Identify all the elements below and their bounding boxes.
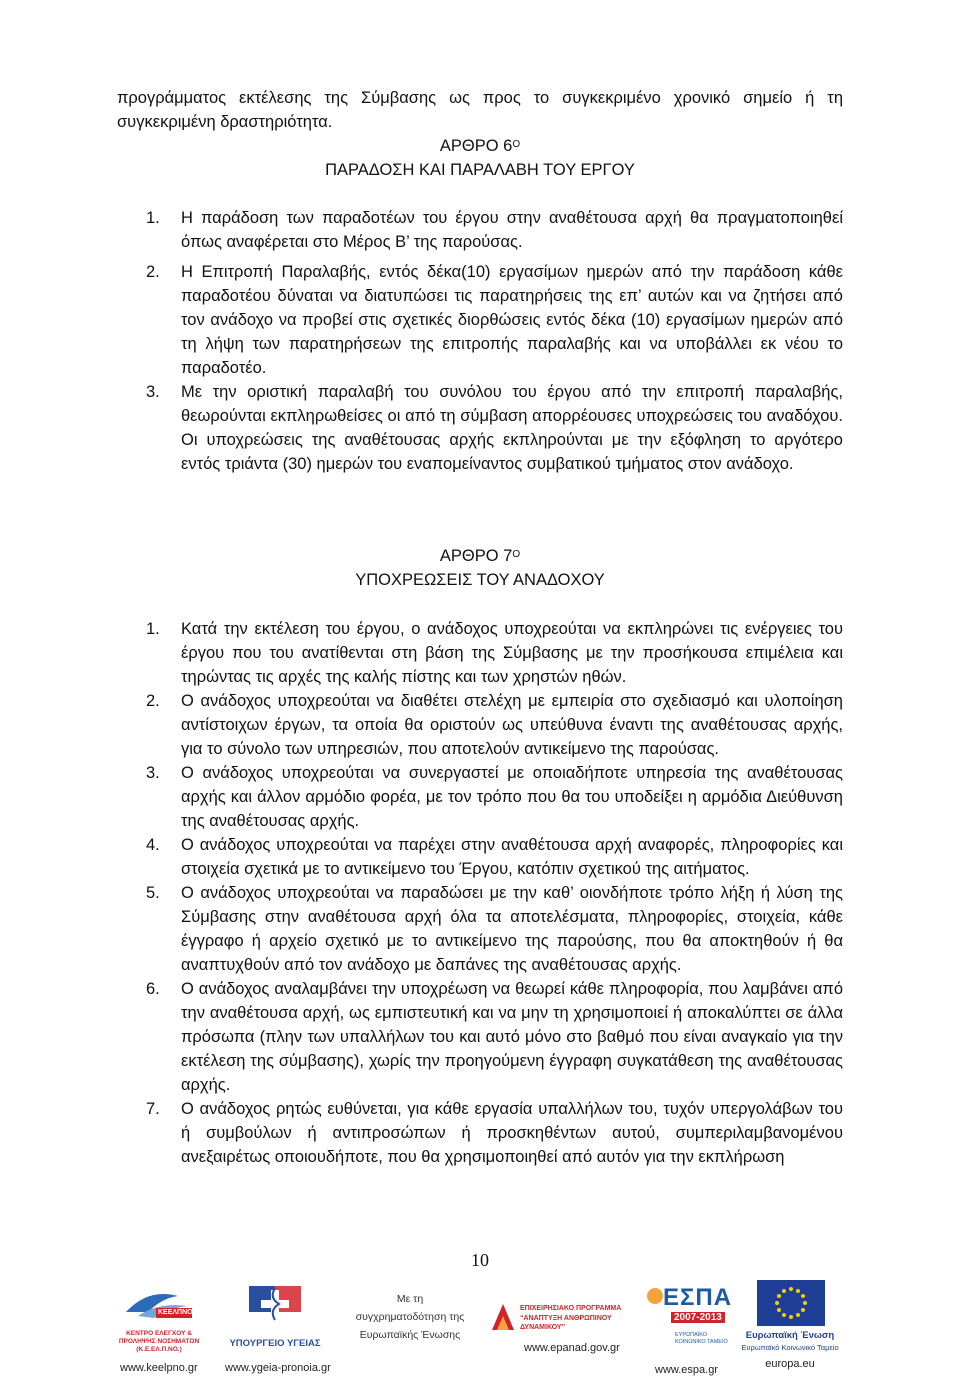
keelpno-url: www.keelpno.gr (120, 1362, 198, 1374)
list-text: Ο ανάδοχος ρητώς ευθύνεται, για κάθε εργασία υπαλλήλων του, τυχόν υπεργολάβων του ή συμβούλων ή αντιπροσώπων ή προσκηθέντων αυτού, συμπεριλαμβανομένου ανεξαιρέτως οποιουδήποτε, που θα χρησιμοποιηθεί από αυτόν για την εκπλήρωση (181, 1100, 843, 1166)
list-number: 3. (146, 764, 160, 782)
article-7-list (146, 617, 843, 1169)
keelpno-logo (118, 1278, 200, 1378)
espa-logo (645, 1282, 735, 1380)
keelpno-caption: ΚΕΝΤΡΟ ΕΛΕΓΧΟΥ & ΠΡΟΛΗΨΗΣ ΝΟΣΗΜΑΤΩΝ (Κ.Ε.ΕΛ.Π.ΝΟ.) (118, 1330, 200, 1353)
esf-caption: ΕΥΡΩΠΑΪΚΟ ΚΟΙΝΩΝΙΚΟ ΤΑΜΕΙΟ (675, 1332, 728, 1345)
article-7-title-text: ΑΡΘΡΟ 7 (439, 547, 513, 565)
list-number: 7. (146, 1100, 160, 1118)
op-emblem-icon (488, 1300, 518, 1334)
espa-name: ΕΣΠΑ (663, 1284, 733, 1311)
list-text: Με την οριστική παραλαβή του συνόλου του έργου από την επιτροπή παραλαβής, θεωρούνται εκπληρωθείσες οι από τη σύμβαση απορρέουσες υποχρεώσεις του αναδόχου. Οι υποχρεώσεις της αναθέτουσας αρχής εκπληρούνται με την εξόφληση το αργότερο εντός τριάντα (30) ημερών του εναπομείναντος συμβατικού τμήματος στον ανάδοχο. (181, 383, 843, 473)
eu-line-1: Ευρωπαϊκή Ένωση (745, 1330, 835, 1341)
list-number: 1. (146, 620, 160, 638)
list-number: 1. (146, 209, 160, 227)
list-item (146, 977, 843, 1097)
op-line-1: ΕΠΙΧΕΙΡΗΣΙΑΚΟ ΠΡΟΓΡΑΜΜΑ (520, 1305, 622, 1312)
eu-line-2: Ευρωπαϊκό Κοινωνικό Ταμείο (741, 1343, 839, 1352)
list-text: Η παράδοση των παραδοτέων του έργου στην αναθέτουσα αρχή θα πραγματοποιηθεί όπως αναφέρεται στο Μέρος Β’ της παρούσας. (181, 209, 843, 251)
ministry-url: www.ygeia-pronoia.gr (225, 1362, 331, 1374)
espa-star-icon (645, 1286, 665, 1306)
list-item (146, 881, 843, 977)
list-item (146, 617, 843, 689)
op-line-2: “ΑΝΑΠΤΥΞΗ ΑΝΘΡΩΠΙΝΟΥ ΔΥΝΑΜΙΚΟΥ” (520, 1315, 612, 1331)
list-text: Ο ανάδοχος υποχρεούται να παραδώσει με την καθ’ οιονδήποτε τρόπο λήξη ή λύση της Σύμβασης στην αναθέτουσα αρχή όλα τα αποτελέσματα, πληροφορίες, στοιχεία, κάθε έγγραφο ή αρχείο σχετικό με το αντικείμενο της παρούσης, που θα αποκτηθούν ή θα αναπτυχθούν από τον ανάδοχο με δαπάνες της αναθέτουσας αρχής. (181, 884, 843, 974)
list-text: Ο ανάδοχος υποχρεούται να παρέχει στην αναθέτουσα αρχή αναφορές, πληροφορίες και στοιχεία σχετικά με το αντικείμενο του Έργου, κατόπιν σχετικού της αιτήματος. (181, 836, 843, 878)
eu-flag-icon (757, 1280, 825, 1326)
keelpno-name: ΚΕΕΛΠΝΟ (158, 1309, 193, 1316)
list-item (146, 689, 843, 761)
list-item (146, 761, 843, 833)
list-text: Κατά την εκτέλεση του έργου, ο ανάδοχος υποχρεούται να εκπληρώνει τις ενέργειες του έργου που του ανατίθενται στη βάση της Σύμβασης με την προσήκουσα επιμέλεια και τηρώντας τις αρχές της καλής πίστης και των χρηστών ηθών. (181, 620, 843, 686)
cofund-line-2: συγχρηματοδότηση της (355, 1311, 465, 1323)
intro-paragraph: προγράμματος εκτέλεσης της Σύμβασης ως προς το συγκεκριμένο χρονικό σημείο ή τη συγκεκριμένη δραστηριότητα. (117, 89, 843, 131)
list-item (146, 206, 843, 254)
eu-url: europa.eu (765, 1358, 815, 1370)
article-6-subtitle: ΠΑΡΑΔΟΣΗ ΚΑΙ ΠΑΡΑΛΑΒΗ ΤΟΥ ΕΡΓΟΥ (325, 161, 635, 179)
list-number: 5. (146, 884, 160, 902)
list-number: 2. (146, 263, 160, 281)
article-7-title-sup: Ο (512, 549, 521, 560)
eu-logo (735, 1280, 845, 1380)
page-number: 10 (471, 1250, 489, 1270)
op-logo (488, 1298, 638, 1378)
list-number: 4. (146, 836, 160, 854)
list-text: Η Επιτροπή Παραλαβής, εντός δέκα(10) εργασίμων ημερών από την παράδοση κάθε παραδοτέου δύναται να διατυπώσει τις παρατηρήσεις της επ’ αυτών και να ζητήσει από τον ανάδοχο να προβεί στις σχετικές διορθώσεις εντός δέκα (10) εργασίμων ημερών από τη λήψη των παρατηρήσεων της επιτροπής παραλαβής και να υποβάλλει εκ νέου το παραδοτέο. (181, 263, 843, 377)
cofund-line-3: Ευρωπαϊκής Ένωσης (359, 1329, 461, 1341)
list-number: 6. (146, 980, 160, 998)
cofunding-text (345, 1290, 475, 1344)
list-item (146, 1097, 843, 1169)
footer-logos (0, 1278, 960, 1388)
keelpno-emblem-icon (118, 1278, 200, 1326)
article-6-title-text: ΑΡΘΡΟ 6 (439, 137, 513, 155)
espa-url: www.espa.gr (655, 1364, 718, 1376)
article-7-subtitle: ΥΠΟΧΡΕΩΣΕΙΣ ΤΟΥ ΑΝΑΔΟΧΟΥ (355, 571, 605, 589)
health-cross-icon (225, 1280, 325, 1334)
article-6-title-sup: Ο (512, 139, 521, 150)
list-item (146, 260, 843, 380)
list-text: Ο ανάδοχος υποχρεούται να διαθέτει στελέχη με εμπειρία στο σχεδιασμό και υλοποίηση αντίστοιχων έργων, τα οποία θα οριστούν ως υπεύθυνα έναντι της αναθέτουσας αρχής, για το σύνολο των υπηρεσιών, που αποτελούν αντικείμενο της παρούσας. (181, 692, 843, 758)
article-6-list (146, 206, 843, 476)
cofund-line-1: Με τη (396, 1293, 424, 1305)
article-7-title (117, 544, 843, 568)
list-number: 2. (146, 692, 160, 710)
espa-years: 2007-2013 (671, 1312, 725, 1323)
list-text: Ο ανάδοχος αναλαμβάνει την υποχρέωση να θεωρεί κάθε πληροφορία, που λαμβάνει από την αναθέτουσα αρχή, ως εμπιστευτική και να μην τη χρησιμοποιεί ή αποκαλύπτει σε άλλα πρόσωπα (πλην των υπαλλήλων του και αυτό μόνο στο βαθμό που είναι αναγκαίο για την εκτέλεση της σύμβασης), χωρίς την προηγούμενη έγγραφη συγκατάθεση της αναθέτουσας αρχής. (181, 980, 843, 1094)
list-item (146, 833, 843, 881)
ministry-logo (225, 1280, 331, 1380)
article-6-title (117, 134, 843, 158)
list-text: Ο ανάδοχος υποχρεούται να συνεργαστεί με οποιαδήποτε υπηρεσία της αναθέτουσας αρχής και άλλον αρμόδιο φορέα, με τον τρόπο που θα του υποδείξει η αρμόδια Διεύθυνση της αναθέτουσας αρχής. (181, 764, 843, 830)
op-url: www.epanad.gov.gr (524, 1342, 620, 1354)
list-number: 3. (146, 383, 160, 401)
list-item (146, 380, 843, 476)
ministry-caption: ΥΠΟΥΡΓΕΙΟ ΥΓΕΙΑΣ (229, 1338, 321, 1349)
